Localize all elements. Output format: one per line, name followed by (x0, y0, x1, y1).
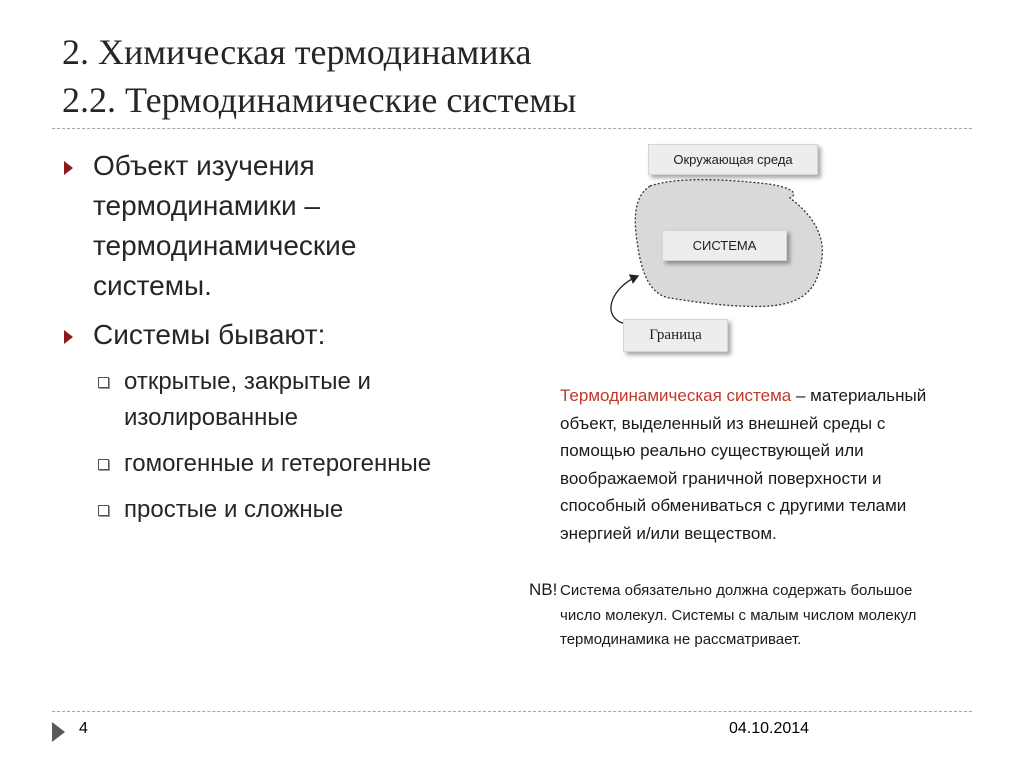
sub-bullet-text: открытые, закрытые и изолированные (124, 368, 371, 431)
sub-bullet-item-3 (64, 492, 464, 528)
bullet-item-2 (64, 315, 464, 355)
page-number: 4 (79, 720, 88, 737)
sub-bullet-item-1 (64, 364, 464, 436)
bullet-text: Объект изучения термодинамики – термодинамические системы. (93, 150, 357, 301)
bullet-arrow-icon (64, 330, 73, 344)
bullet-text: Системы бывают: (93, 319, 326, 350)
nb-note (529, 578, 949, 653)
slide-title (62, 28, 982, 124)
footer-date: 04.10.2014 (729, 720, 810, 737)
top-divider (52, 128, 972, 129)
nb-mark: NB! (529, 580, 558, 599)
sub-bullet-text: гомогенные и гетерогенные (124, 450, 432, 477)
bullet-item-1 (64, 146, 464, 306)
sub-bullet-item-2 (64, 446, 464, 482)
bottom-divider (52, 711, 972, 712)
checkbox-bullet-icon (98, 505, 109, 516)
checkbox-bullet-icon (98, 459, 109, 470)
system-diagram (570, 138, 870, 358)
footer-arrow-icon (52, 722, 65, 742)
title-line-1: 2. Химическая термодинамика (62, 32, 532, 72)
definition-text (560, 382, 960, 547)
definition-term: Термодинамическая система (560, 386, 792, 405)
boundary-arrow (611, 276, 638, 324)
checkbox-bullet-icon (98, 377, 109, 388)
definition-body: – материальный объект, выделенный из внешней среды с помощью реально существующей или воображаемой граничной поверхности и способный обмениваться с другими телами энергией и/или веществом. (560, 386, 927, 543)
title-line-2: 2.2. Термодинамические системы (62, 80, 577, 120)
boundary-label: Граница (623, 319, 728, 352)
sub-bullet-text: простые и сложные (124, 496, 344, 523)
nb-text: Система обязательно должна содержать большое число молекул. Системы с малым числом молекул термодинамика не рассматривает. (560, 582, 917, 648)
bullet-arrow-icon (64, 161, 73, 175)
system-label: СИСТЕМА (662, 230, 787, 261)
environment-label: Окружающая среда (648, 144, 818, 175)
bullet-list (64, 146, 464, 538)
